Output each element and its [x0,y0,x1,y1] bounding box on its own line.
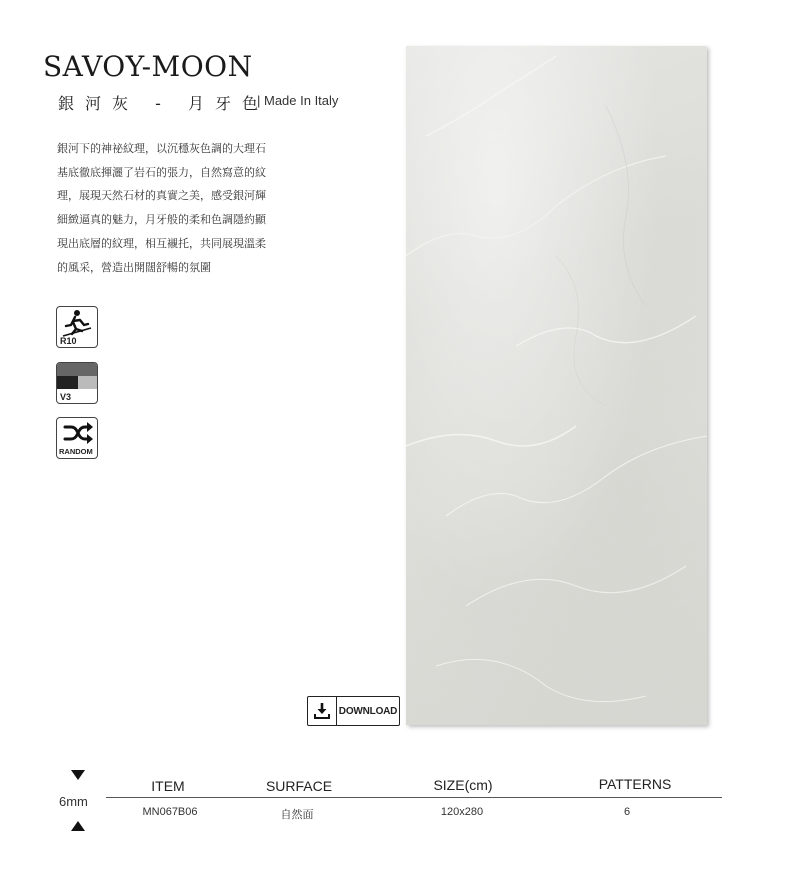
table-header-patterns: PATTERNS [598,776,672,792]
pattern-label: RANDOM [59,447,93,456]
product-chinese-name: 銀河灰 - 月牙色 [58,94,269,113]
product-description [57,137,317,279]
table-cell-item: MN067B06 [142,806,198,818]
description-line: 銀河下的神祕紋理，以沉穩灰色調的大理石 [57,142,266,155]
product-title: SAVOY-MOON [43,50,253,83]
table-cell-surface: 自然面 [280,808,314,821]
pattern-badge [56,417,98,459]
description-line: 的風采，營造出開闊舒暢的氛圍 [57,260,211,274]
description-line: 理，展現天然石材的真實之美，感受銀河輝 [57,189,266,203]
description-line: 細緻逼真的魅力，月牙般的柔和色調隱約顯 [57,213,266,227]
table-divider [106,797,722,798]
table-header-size: SIZE(cm) [433,777,493,793]
download-icon [313,702,331,720]
table-header-surface: SURFACE [265,778,333,794]
slip-resistance-icon [57,307,97,339]
origin-label: | Made In Italy [257,93,339,108]
thickness-label: 6mm [59,794,88,809]
download-button[interactable] [307,696,400,726]
marble-tile-image [406,46,707,725]
shuffle-icon [58,418,98,448]
download-icon-box [308,697,337,725]
table-header-item: ITEM [151,778,185,794]
thickness-arrow-down-icon [71,770,85,780]
download-label: DOWNLOAD [338,705,398,717]
slip-resistance-badge [56,306,98,348]
table-cell-patterns: 6 [623,806,631,818]
table-cell-size: 120x280 [440,806,484,818]
thickness-arrow-up-icon [71,821,85,831]
shade-variation-badge [56,362,98,404]
description-line: 現出底層的紋理，相互襯托，共同展現溫柔 [57,236,266,250]
marble-veins [406,46,707,725]
slip-rating-label: R10 [60,336,77,346]
variation-rating-label: V3 [60,392,72,402]
description-line: 基底徹底揮灑了岩石的張力，自然寫意的紋 [57,165,266,179]
shade-variation-icon [57,363,98,389]
